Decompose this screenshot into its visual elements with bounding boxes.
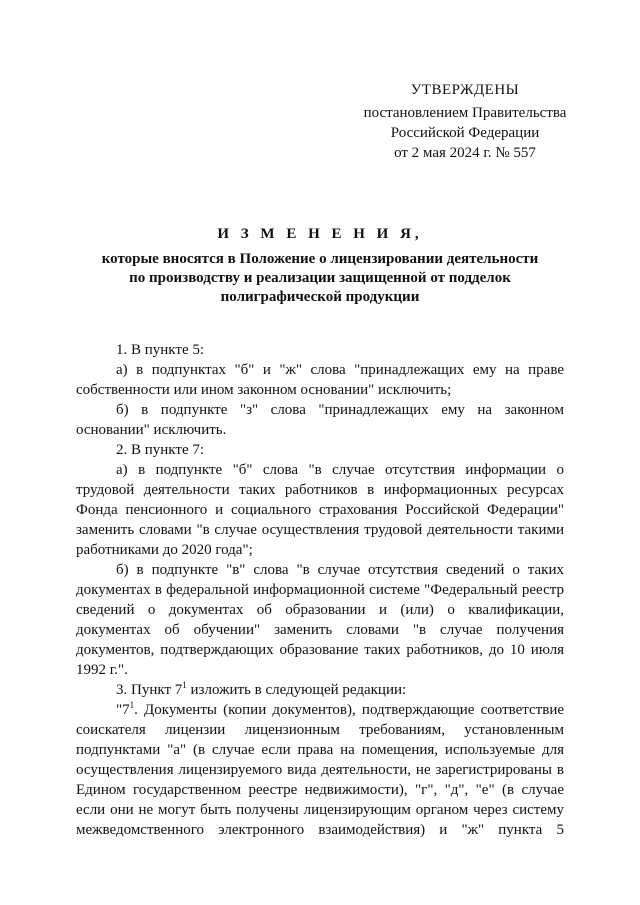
paragraph-item-1b: б) в подпункте "з" слова "принадлежащих ему на законном основании" исключить. [76, 402, 564, 438]
approval-line-1: постановлением Правительства [363, 105, 567, 121]
approval-line-2: Российской Федерации [390, 125, 540, 141]
p3-text-pre: 3. Пункт 7 [116, 682, 183, 698]
approval-block [330, 80, 600, 163]
approval-line-3: от 2 мая 2024 г. № 557 [394, 145, 536, 161]
document-title: И З М Е Н Е Н И Я, [217, 226, 423, 242]
p3-text-post: изложить в следующей редакции: [186, 682, 407, 698]
heading-line-2: по производству и реализации защищенной от подделок [129, 270, 511, 286]
p3-superscript: 1 [182, 680, 187, 690]
paragraph-item-1: 1. В пункте 5: [116, 342, 205, 358]
paragraph-item-3 [76, 680, 564, 700]
paragraph-item-2a: а) в подпункте "б" слова "в случае отсутствия информации о трудовой деятельности таких работников в информационных ресурсах Фонда пенсионного и социального страхования Российской Федерации" заменить словами "в случае осуществления трудовой деятельности такими работниками до 2020 года"; [76, 462, 564, 558]
heading-line-3: полиграфической продукции [220, 289, 420, 305]
document-heading [60, 225, 580, 307]
document-body [76, 340, 564, 840]
paragraph-item-1a: а) в подпунктах "б" и "ж" слова "принадлежащих ему на праве собственности или ином законном основании" исключить; [76, 362, 564, 398]
p4-superscript: 1 [129, 700, 135, 710]
heading-line-1: которые вносятся в Положение о лицензировании деятельности [101, 251, 539, 267]
paragraph-item-2b: б) в подпункте "в" слова "в случае отсутствия сведений о таких документах в федеральной информационной системе "Федеральный реестр сведений о документах об образовании и (или) о квалификации, документах об обучении" заменить словами "в случае получения документов, подтверждающих образование таких работников, до 10 июля 1992 г.". [76, 562, 564, 678]
approval-title: УТВЕРЖДЕНЫ [410, 82, 520, 98]
p4-text-pre: "7 [116, 702, 130, 718]
p4-text-post: . Документы (копии документов), подтверждающие соответствие соискателя лицензии лицензионным требованиям, установленным подпунктами "а" (в случае если права на помещения, используемые для осуществления лицензируемого вида деятельности, не зарегистрированы в Едином государственном реестре недвижимости), "г", "д", "е" (в случае если они не могут быть получены лицензирующим органом через систему межведомственного электронного взаимодействия) и "ж" пункта 5 [76, 702, 564, 838]
paragraph-item-2: 2. В пункте 7: [116, 442, 205, 458]
paragraph-item-4 [76, 700, 564, 840]
